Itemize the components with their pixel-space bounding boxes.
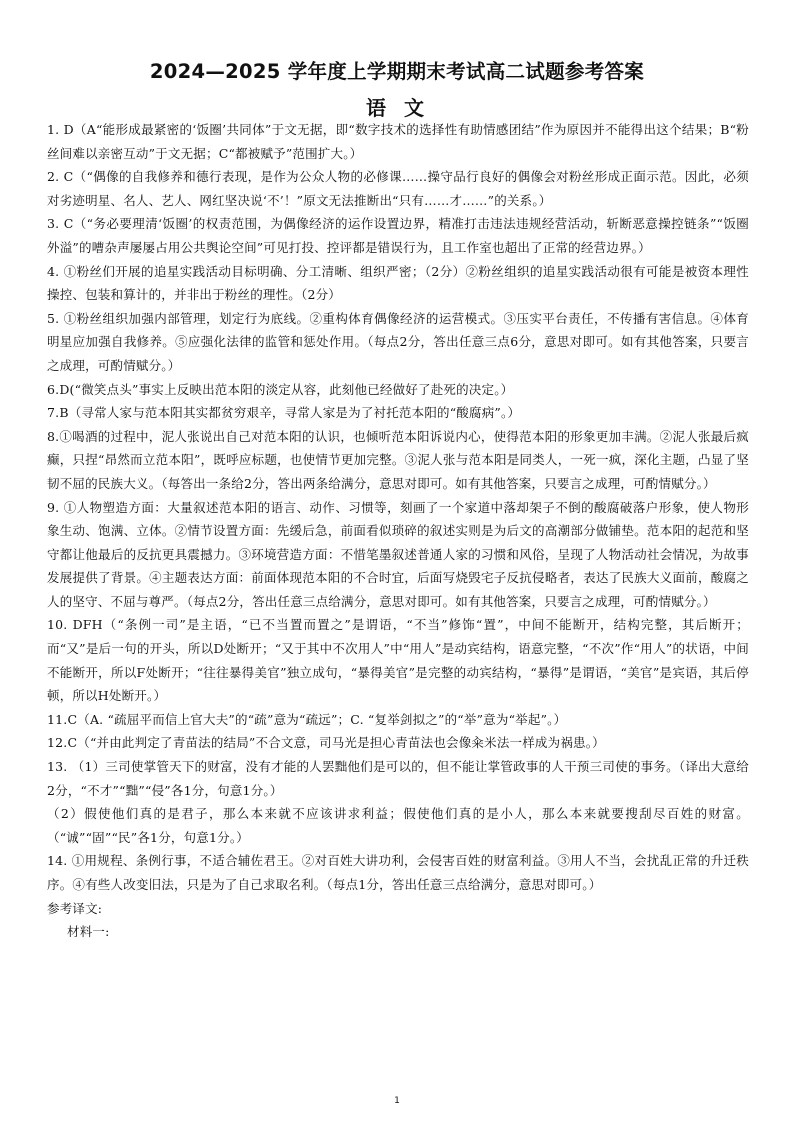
answer-12: 12.C（“并由此判定了青苗法的结局”不合文意，司马光是担心青苗法也会像籴米法一样成为祸患。） [47, 735, 605, 751]
document-title: 2024—2025 学年度上学期期末考试高二试题参考答案 [149, 60, 645, 83]
answer-13-part-2: （2）假使他们真的是君子，那么本来就不应该讲求利益；假使他们真的是小人，那么本来就要搜刮尽百姓的财富。（“诚”“固”“民”各1分，句意1分。） [47, 806, 749, 845]
answer-10: 10. DFH（“条例一司”是主语，“已不当置而置之”是谓语，“不当”修饰“置”，中间不能断开，结构完整，其后断开；而“又”是后一句的开头，所以D处断开；“又于其中不次用人”中“用人”是动宾结构，语意完整，“不次”作“用人”的状语，中间不能断开，所以F处断开；“往往暴得美官”独立成句，“暴得美官”是完整的动宾结构，“暴得”是谓语，“美官”是宾语，其后停顿，所以H处断开。） [47, 617, 749, 704]
answer-6: 6.D(“微笑点头”事实上反映出范本阳的淡定从容，此刻他已经做好了赴死的决定。） [47, 381, 514, 397]
material-one-label: 材料一: [67, 924, 110, 940]
answer-body [47, 118, 749, 944]
page-number: 1 [394, 1096, 400, 1106]
answer-8: 8.①喝酒的过程中，泥人张说出自己对范本阳的认识，也倾听范本阳诉说内心，使得范本阳的形象更加丰满。②泥人张最后疯癫，只捏“昂然而立范本阳”，既呼应标题，也使情节更加完整。③泥人张与范本阳是同类人，一死一疯，深化主题，凸显了坚韧不屈的民族大义。（每答出一条给2分，答出两条给满分，意思对即可。如有其他答案，只要言之成理，可酌情赋分。） [47, 428, 749, 491]
answer-3: 3. C（“务必要理清‘饭圈’的权责范围，为偶像经济的运作设置边界，精准打击违法违规经营活动，斩断恶意操控链条”“饭圈外溢”的嘈杂声屡屡占用公共舆论空间”可见打投、控评都是错误行为，且工作室也超出了正常的经营边界。） [47, 216, 749, 255]
answer-7: 7.B（寻常人家与范本阳其实都贫穷艰辛，寻常人家是为了衬托范本阳的“酸腐病”。） [47, 405, 521, 421]
answer-1: 1. D（A“能形成最紧密的‘饭圈’共同体”于文无据，即“数字技术的选择性有助情感团结”作为原因并不能得出这个结果；B“粉丝间难以亲密互动”于文无据；C“都被赋予”范围扩大。） [47, 122, 749, 161]
subject-heading: 语文 [366, 96, 442, 120]
answer-14: 14. ①用规程、条例行事，不适合辅佐君王。②对百姓大讲功利，会侵害百姓的财富利益。③用人不当，会扰乱正常的升迁秩序。④有些人改变旧法，只是为了自己求取名利。（每点1分，答出任意三点给满分，意思对即可。） [47, 853, 749, 892]
answer-9: 9. ①人物塑造方面：大量叙述范本阳的语言、动作、习惯等，刻画了一个家道中落却架子不倒的酸腐破落户形象，使人物形象生动、饱满、立体。②情节设置方面：先缓后急，前面看似琐碎的叙述实则是为后文的高潮部分做铺垫。范本阳的起范和坚守都让他最后的反抗更具震撼力。③环境营造方面：不惜笔墨叙述普通人家的习惯和风俗，呈现了人物活动社会情况，为故事发展提供了背景。④主题表达方面：前面体现范本阳的不合时宜，后面写烧毁宅子反抗侵略者，表达了民族大义面前，酸腐之人的坚守、不屈与尊严。（每点2分，答出任意三点给满分，意思对即可。如有其他答案，只要言之成理，可酌情赋分。） [47, 499, 749, 609]
answer-2: 2. C（“偶像的自我修养和德行表现，是作为公众人物的必修课……操守品行良好的偶像会对粉丝形成正面示范。因此，必须对劣迹明星、名人、艺人、网红坚决说‘不’！”原文无法推断出“只有……才……”的关系。） [47, 169, 749, 208]
reference-translation-heading: 参考译文: [47, 900, 103, 916]
answer-11: 11.C（A. “疏屈平而信上官大夫”的“疏”意为“疏远”；C. “复举剑拟之”的“举”意为“举起”。） [47, 711, 567, 727]
answer-5: 5. ①粉丝组织加强内部管理，划定行为底线。②重构体育偶像经济的运营模式。③压实平台责任，不传播有害信息。④体育明星应加强自我修养。⑤应强化法律的监管和惩处作用。（每点2分，答出任意三点6分，意思对即可。如有其他答案，只要言之成理，可酌情赋分。） [47, 310, 749, 373]
answer-13-part-1: 13. （1）三司使掌管天下的财富，没有才能的人罢黜他们是可以的，但不能让掌管政事的人干预三司使的事务。（译出大意给2分，“不才”“黜”“侵”各1分，句意1分。） [47, 759, 749, 798]
answer-4: 4. ①粉丝们开展的追星实践活动目标明确、分工清晰、组织严密；（2分）②粉丝组织的追星实践活动很有可能是被资本理性操控、包装和算计的，并非出于粉丝的理性。（2分） [47, 263, 749, 303]
